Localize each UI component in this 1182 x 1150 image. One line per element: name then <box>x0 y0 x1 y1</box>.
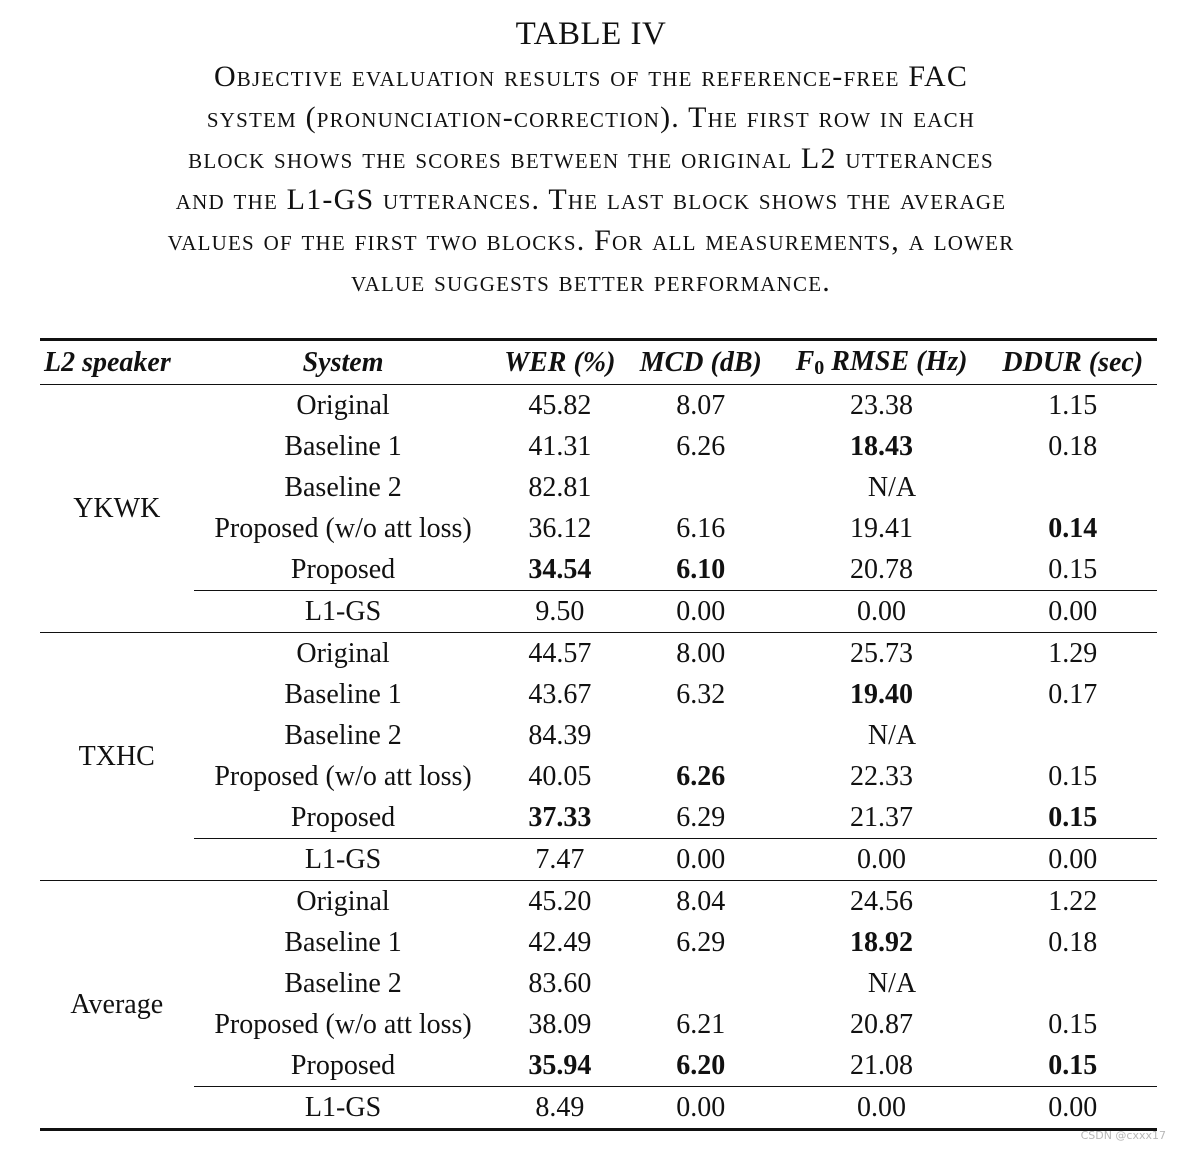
f0-cell: 20.78 <box>850 553 914 585</box>
system-cell: Proposed <box>290 801 396 833</box>
f0-cell: 0.00 <box>775 591 989 633</box>
wer-cell-best: 35.94 <box>528 1049 592 1081</box>
table-row <box>40 797 1157 839</box>
mcd-cell: 0.00 <box>627 839 774 881</box>
caption-line: block shows the scores between the original L2 utterances <box>188 142 994 175</box>
na-cell: N/A <box>867 471 917 503</box>
table-row <box>40 385 1157 427</box>
na-cell: N/A <box>867 719 917 751</box>
caption-line: values of the first two blocks. For all measurements, a lower <box>167 224 1015 257</box>
wer-cell: 40.05 <box>528 760 592 792</box>
wer-cell: 83.60 <box>528 967 592 999</box>
f0-cell: 21.37 <box>850 801 914 833</box>
table-row <box>40 674 1157 715</box>
ddur-cell: 0.00 <box>989 591 1157 633</box>
f0-cell-best: 18.92 <box>850 926 914 958</box>
system-cell: Baseline 1 <box>284 678 402 710</box>
header-system: System <box>194 340 493 385</box>
table-title: TABLE IV <box>515 16 667 52</box>
system-cell: Baseline 1 <box>284 430 402 462</box>
header-f0-rmse <box>775 340 989 385</box>
mcd-cell: 6.29 <box>676 926 726 958</box>
header-row <box>40 340 1157 385</box>
wer-cell: 84.39 <box>528 719 592 751</box>
system-cell: L1-GS <box>194 839 493 881</box>
speaker-cell: Average <box>40 881 194 1130</box>
f0-cell: 21.08 <box>850 1049 914 1081</box>
wer-cell: 7.47 <box>493 839 627 881</box>
table-row <box>40 633 1157 675</box>
header-wer: WER (%) <box>493 340 627 385</box>
block-average <box>40 881 1157 1130</box>
f0-cell: 23.38 <box>850 389 914 421</box>
mcd-cell-best: 6.10 <box>676 553 726 585</box>
wer-cell-best: 34.54 <box>528 553 592 585</box>
table-row <box>40 756 1157 797</box>
wer-cell-best: 37.33 <box>528 801 592 833</box>
caption-line: system (pronunciation-correction). The first row in each <box>206 101 976 134</box>
mcd-cell: 8.07 <box>676 389 726 421</box>
wer-cell: 41.31 <box>528 430 592 462</box>
results-table <box>40 338 1157 1131</box>
wer-cell: 45.20 <box>528 885 592 917</box>
f0-cell: 0.00 <box>775 839 989 881</box>
mcd-cell: 0.00 <box>627 1087 774 1130</box>
f0-cell-best: 19.40 <box>850 678 914 710</box>
table-row <box>40 1087 1157 1130</box>
system-cell: L1-GS <box>194 591 493 633</box>
mcd-cell: 8.00 <box>676 637 726 669</box>
ddur-cell: 0.15 <box>1048 760 1098 792</box>
ddur-cell: 0.18 <box>1048 430 1098 462</box>
system-cell: Proposed (w/o att loss) <box>214 512 472 544</box>
na-cell: N/A <box>867 967 917 999</box>
mcd-cell: 6.32 <box>676 678 726 710</box>
mcd-cell: 0.00 <box>627 591 774 633</box>
header-f0-subscript: 0 <box>814 356 825 379</box>
ddur-cell-best: 0.14 <box>1048 512 1098 544</box>
system-cell: Original <box>296 885 390 917</box>
wer-cell: 38.09 <box>528 1008 592 1040</box>
wer-cell: 82.81 <box>528 471 592 503</box>
system-cell: Baseline 2 <box>284 719 402 751</box>
table-caption <box>18 56 1164 302</box>
f0-cell: 24.56 <box>850 885 914 917</box>
ddur-cell: 0.17 <box>1048 678 1098 710</box>
f0-cell: 22.33 <box>850 760 914 792</box>
ddur-cell: 1.22 <box>1048 885 1098 917</box>
speaker-cell: YKWK <box>40 385 194 633</box>
wer-cell: 8.49 <box>493 1087 627 1130</box>
header-f0-suffix: RMSE (Hz) <box>824 345 968 377</box>
table-row <box>40 467 1157 508</box>
header-f0-prefix: F <box>795 345 815 377</box>
ddur-cell: 1.29 <box>1048 637 1098 669</box>
system-cell: Proposed (w/o att loss) <box>214 1008 472 1040</box>
wer-cell: 44.57 <box>528 637 592 669</box>
system-cell: Baseline 2 <box>284 471 402 503</box>
system-cell: Proposed (w/o att loss) <box>214 760 472 792</box>
system-cell: Proposed <box>290 553 396 585</box>
table-row <box>40 922 1157 963</box>
f0-cell-best: 18.43 <box>850 430 914 462</box>
system-cell: Original <box>296 637 390 669</box>
block-ykwk <box>40 385 1157 633</box>
wer-cell: 43.67 <box>528 678 592 710</box>
table-row <box>40 839 1157 881</box>
f0-cell: 0.00 <box>775 1087 989 1130</box>
ddur-cell: 0.15 <box>1048 553 1098 585</box>
wer-cell: 9.50 <box>493 591 627 633</box>
system-cell: Baseline 1 <box>284 926 402 958</box>
block-txhc <box>40 633 1157 881</box>
caption-line: value suggests better performance. <box>351 265 831 298</box>
table-row <box>40 1004 1157 1045</box>
system-cell: L1-GS <box>194 1087 493 1130</box>
ddur-cell-best: 0.15 <box>1048 801 1098 833</box>
table-row <box>40 591 1157 633</box>
ddur-cell: 0.15 <box>1048 1008 1098 1040</box>
mcd-cell: 6.26 <box>676 430 726 462</box>
ddur-cell: 0.18 <box>1048 926 1098 958</box>
mcd-cell: 6.16 <box>676 512 726 544</box>
header-speaker: L2 speaker <box>40 340 194 385</box>
mcd-cell-best: 6.20 <box>676 1049 726 1081</box>
mcd-cell: 6.21 <box>676 1008 726 1040</box>
mcd-cell: 8.04 <box>676 885 726 917</box>
caption-line: and the L1-GS utterances. The last block shows the average <box>175 183 1007 216</box>
ddur-cell: 1.15 <box>1048 389 1098 421</box>
header-mcd: MCD (dB) <box>627 340 774 385</box>
system-cell: Proposed <box>290 1049 396 1081</box>
table-row <box>40 1045 1157 1087</box>
table-row <box>40 549 1157 591</box>
mcd-cell-best: 6.26 <box>676 760 726 792</box>
caption-line: Objective evaluation results of the reference-free FAC <box>213 60 969 93</box>
ddur-cell-best: 0.15 <box>1048 1049 1098 1081</box>
table-row <box>40 881 1157 923</box>
wer-cell: 36.12 <box>528 512 592 544</box>
ddur-cell: 0.00 <box>989 1087 1157 1130</box>
table-row <box>40 508 1157 549</box>
table-row <box>40 715 1157 756</box>
speaker-cell: TXHC <box>40 633 194 881</box>
f0-cell: 25.73 <box>850 637 914 669</box>
f0-cell: 19.41 <box>850 512 914 544</box>
watermark: CSDN @cxxx17 <box>1080 1129 1166 1142</box>
wer-cell: 45.82 <box>528 389 592 421</box>
f0-cell: 20.87 <box>850 1008 914 1040</box>
mcd-cell: 6.29 <box>676 801 726 833</box>
system-cell: Baseline 2 <box>284 967 402 999</box>
table-row <box>40 963 1157 1004</box>
system-cell: Original <box>296 389 390 421</box>
header-ddur: DDUR (sec) <box>989 340 1157 385</box>
wer-cell: 42.49 <box>528 926 592 958</box>
table-row <box>40 426 1157 467</box>
ddur-cell: 0.00 <box>989 839 1157 881</box>
